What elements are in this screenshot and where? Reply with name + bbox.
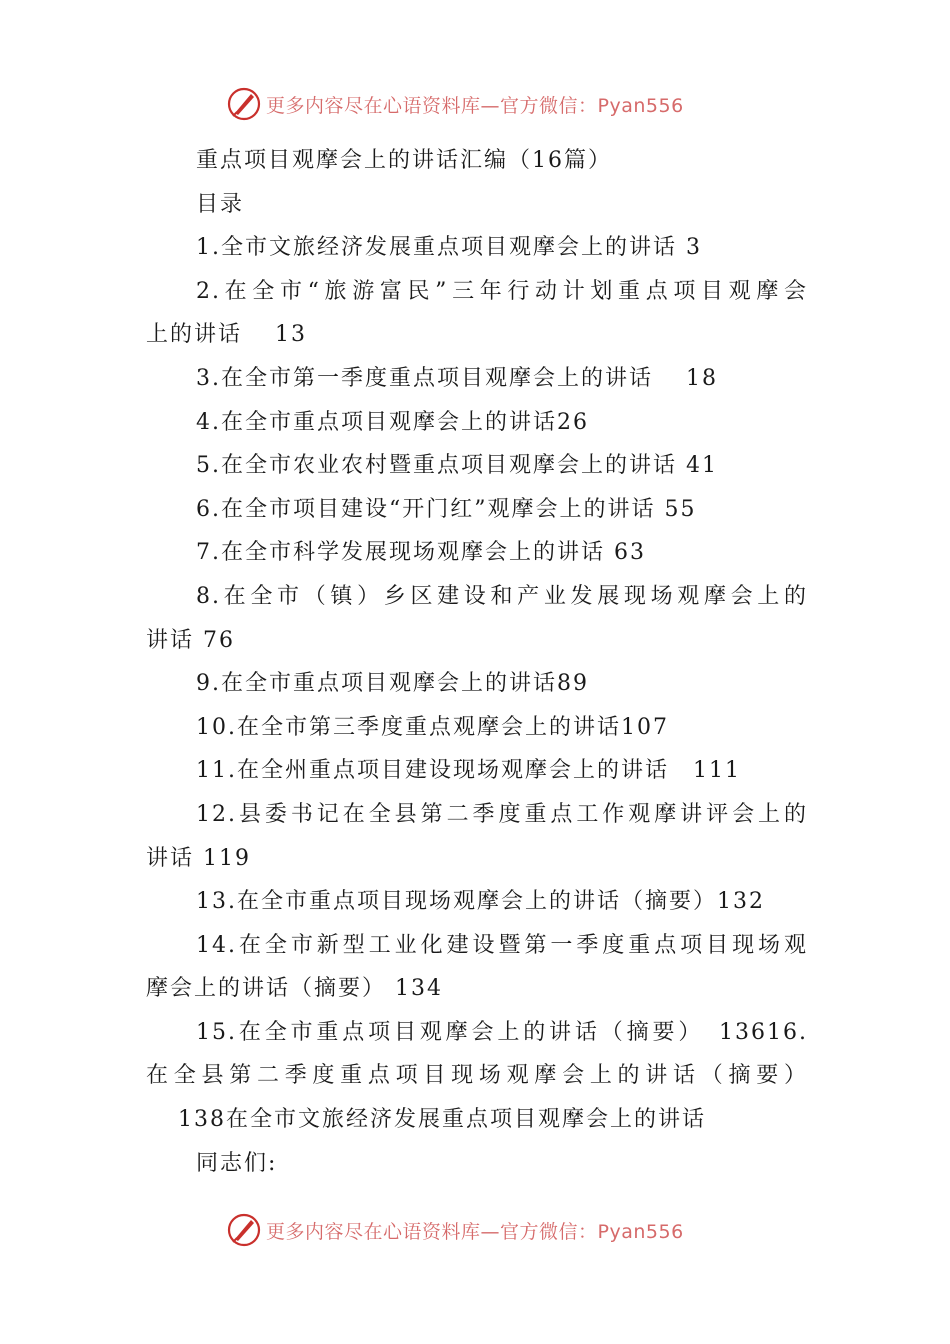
toc-line: 摩会上的讲话（摘要） 134 — [146, 976, 443, 1002]
toc-line: 3.在全市第一季度重点项目观摩会上的讲话 18 — [196, 365, 718, 391]
toc-line: 15.在全市重点项目观摩会上的讲话（摘要） 13616. — [196, 1019, 808, 1045]
toc-line: 13.在全市重点项目现场观摩会上的讲话（摘要）132 — [196, 889, 765, 915]
toc-heading: 目录 — [196, 191, 245, 217]
toc-line: 7.在全市科学发展现场观摩会上的讲话 63 — [196, 540, 646, 566]
toc-line: 14.在全市新型工业化建设暨第一季度重点项目现场观 — [196, 932, 808, 958]
toc-line: 2.在全市“旅游富民”三年行动计划重点项目观摩会 — [196, 278, 808, 304]
watermark-banner-bottom — [226, 1210, 684, 1250]
toc-line: 10.在全市第三季度重点观摩会上的讲话107 — [196, 714, 669, 740]
toc-line: 1.全市文旅经济发展重点项目观摩会上的讲话 3 — [196, 235, 702, 261]
toc-line: 同志们: — [196, 1150, 278, 1176]
toc-line: 5.在全市农业农村暨重点项目观摩会上的讲话 41 — [196, 453, 718, 479]
toc-line: 12.县委书记在全县第二季度重点工作观摩讲评会上的 — [196, 801, 808, 827]
toc-line: 138在全市文旅经济发展重点项目观摩会上的讲话 — [178, 1107, 706, 1133]
watermark-text: 更多内容尽在心语资料库—官方微信：Pyan556 — [266, 1220, 684, 1243]
watermark-text: 更多内容尽在心语资料库—官方微信：Pyan556 — [266, 94, 684, 117]
watermark-banner-top — [226, 84, 684, 124]
toc-line: 上的讲话 13 — [146, 322, 307, 348]
quill-logo-icon — [226, 1212, 262, 1248]
document-body — [146, 139, 808, 1185]
toc-line: 11.在全州重点项目建设现场观摩会上的讲话 111 — [196, 758, 741, 784]
toc-line: 讲话 119 — [146, 845, 251, 871]
toc-line: 讲话 76 — [146, 627, 235, 653]
toc-line: 6.在全市项目建设“开门红”观摩会上的讲话 55 — [196, 496, 697, 522]
toc-line: 4.在全市重点项目观摩会上的讲话26 — [196, 409, 589, 435]
toc-line: 9.在全市重点项目观摩会上的讲话89 — [196, 671, 589, 697]
quill-logo-icon — [226, 86, 262, 122]
toc-line: 8.在全市（镇）乡区建设和产业发展现场观摩会上的 — [196, 583, 808, 609]
document-title: 重点项目观摩会上的讲话汇编（16篇） — [196, 148, 612, 173]
toc-line: 在全县第二季度重点项目现场观摩会上的讲话（摘要） — [146, 1063, 808, 1089]
